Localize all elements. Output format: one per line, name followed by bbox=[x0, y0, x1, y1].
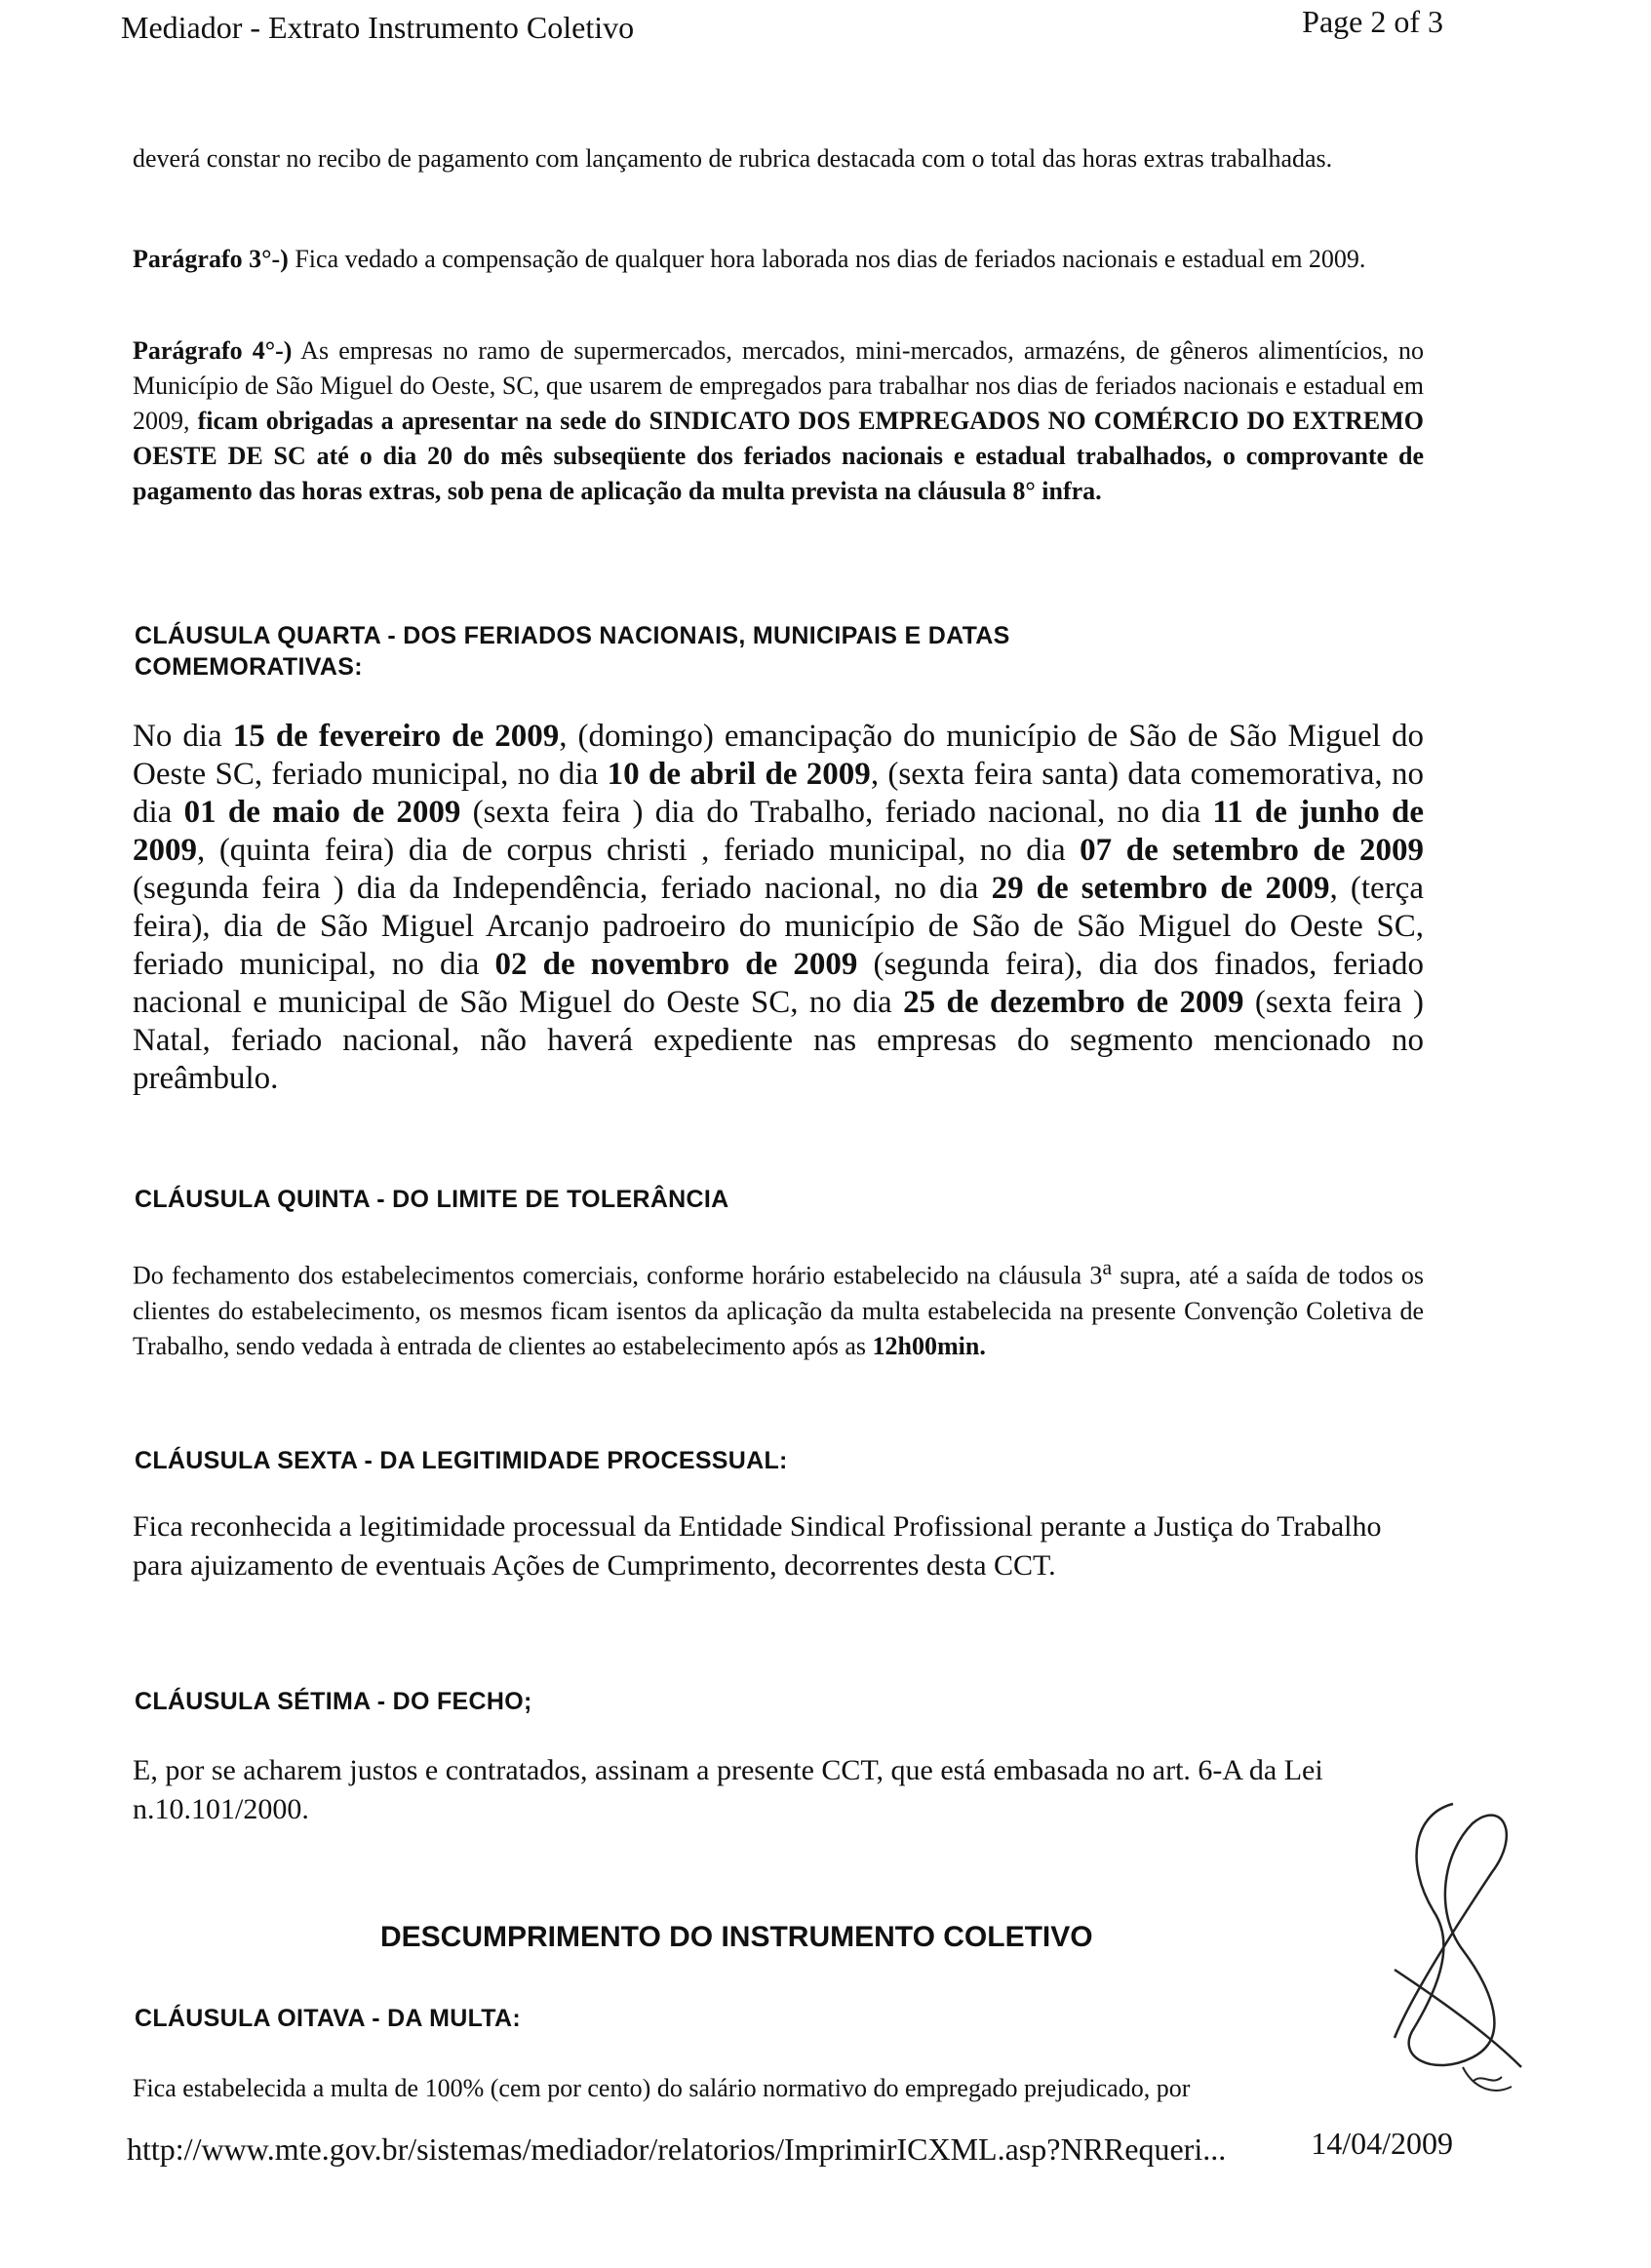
document-header-title: Mediador - Extrato Instrumento Coletivo bbox=[121, 10, 635, 45]
date-apr-10: 10 de abril de 2009 bbox=[607, 757, 871, 792]
clause-4-text-2: , (domingo) emancipação do município de São de São Miguel do Oeste SC, feriado municipal, no dia bbox=[133, 719, 1424, 792]
paragraph-4-bold-text: ficam obrigadas a apresentar na sede do SINDICATO DOS EMPREGADOS NO COMÉRCIO DO EXTREMO OESTE DE SC até o dia 20 do mês subseqüente dos feriados nacionais e estadual trabalhados, o comprovante de pagamento das horas extras, sob pena de aplicação da multa prevista na cláusula 8° infra. bbox=[133, 407, 1425, 505]
paragraph-3 bbox=[133, 242, 1424, 277]
clause-4-text-4: (sexta feira ) dia do Trabalho, feriado nacional, no dia bbox=[460, 795, 1213, 830]
handwritten-signature bbox=[1375, 1794, 1531, 2106]
clause-4-text-8: (segunda feira), dia dos finados, feriado nacional e municipal de São Miguel do Oeste SC, no dia bbox=[133, 947, 1424, 1020]
clause-4-text-1: No dia bbox=[133, 719, 233, 754]
footer-url: http://www.mte.gov.br/sistemas/mediador/relatorios/ImprimirICXML.asp?NRRequeri... bbox=[127, 2131, 1227, 2167]
date-jun-11: 11 de junho de 2009 bbox=[133, 795, 1424, 868]
clause-4-text-9: (sexta feira ) Natal, feriado nacional, não haverá expediente nas empresas do segmento mencionado no preâmbulo. bbox=[133, 985, 1424, 1096]
date-sep-07: 07 de setembro de 2009 bbox=[1080, 833, 1424, 868]
clause-4-text-5: , (quinta feira) dia de corpus christi , feriado municipal, no dia bbox=[197, 833, 1081, 868]
footer-date: 14/04/2009 bbox=[1311, 2126, 1453, 2161]
clause-4-heading bbox=[135, 620, 1010, 683]
clause-6-heading: CLÁUSULA SEXTA - DA LEGITIMIDADE PROCESSUAL: bbox=[135, 1447, 788, 1474]
clause-4-text-3: , (sexta feira santa) data comemorativa, no dia bbox=[133, 757, 1424, 830]
clause-8-body: Fica estabelecida a multa de 100% (cem por cento) do salário normativo do empregado prejudicado, por bbox=[133, 2074, 1191, 2102]
clause-5-superscript: a bbox=[1102, 1256, 1113, 1279]
date-nov-02: 02 de novembro de 2009 bbox=[494, 947, 858, 982]
date-may-01: 01 de maio de 2009 bbox=[183, 795, 461, 830]
clause-8-heading: CLÁUSULA OITAVA - DA MULTA: bbox=[135, 2005, 521, 2032]
clause-7-body: E, por se acharem justos e contratados, assinam a presente CCT, que está embasada no art. 6-A da Lei n.10.101/2000. bbox=[133, 1754, 1323, 1825]
clause-5-time: 12h00min. bbox=[872, 1331, 986, 1360]
clause-5-text-1: Do fechamento dos estabelecimentos comerciais, conforme horário estabelecido na cláusula 3 bbox=[133, 1261, 1103, 1290]
clause-5-heading: CLÁUSULA QUINTA - DO LIMITE DE TOLERÂNCIA bbox=[135, 1186, 729, 1213]
paragraph-4-text: As empresas no ramo de supermercados, mercados, mini-mercados, armazéns, de gêneros alimentícios, no Município de São Miguel do Oeste, SC, que usarem de empregados para trabalhar nos dias de feriados nacionais e estadual em 2009, bbox=[133, 336, 1424, 435]
section-title: DESCUMPRIMENTO DO INSTRUMENTO COLETIVO bbox=[380, 1921, 1093, 1953]
clause-6-body: Fica reconhecida a legitimidade processual da Entidade Sindical Profissional perante a Justiça do Trabalho para ajuizamento de eventuais Ações de Cumprimento, decorrentes desta CCT. bbox=[133, 1510, 1382, 1582]
clause-4-heading-line1: CLÁUSULA QUARTA - DOS FERIADOS NACIONAIS, MUNICIPAIS E DATAS bbox=[135, 622, 1010, 649]
date-feb-15: 15 de fevereiro de 2009 bbox=[232, 719, 560, 754]
date-dec-25: 25 de dezembro de 2009 bbox=[903, 985, 1244, 1020]
paragraph-3-text: Fica vedado a compensação de qualquer hora laborada nos dias de feriados nacionais e estadual em 2009. bbox=[288, 245, 1366, 273]
intro-paragraph: deverá constar no recibo de pagamento com lançamento de rubrica destacada com o total das horas extras trabalhadas. bbox=[133, 144, 1333, 173]
paragraph-4-label: Parágrafo 4°-) bbox=[133, 336, 293, 365]
date-sep-29: 29 de setembro de 2009 bbox=[991, 871, 1330, 906]
paragraph-3-label: Parágrafo 3°-) bbox=[133, 245, 289, 273]
clause-4-text-7: , (terça feira), dia de São Miguel Arcanjo padroeiro do município de São de São Miguel do Oeste SC, feriado municipal, no dia bbox=[133, 871, 1424, 982]
clause-5-text-2: supra, até a saída de todos os clientes do estabelecimento, os mesmos ficam isentos da aplicação da multa estabelecida na presente Convenção Coletiva de Trabalho, sendo vedada à entrada de clientes ao estabelecimento após as bbox=[133, 1261, 1424, 1360]
page-indicator: Page 2 of 3 bbox=[1302, 4, 1443, 39]
paragraph-4 bbox=[133, 333, 1424, 509]
clause-5-body bbox=[133, 1250, 1424, 1364]
clause-7-heading: CLÁUSULA SÉTIMA - DO FECHO; bbox=[135, 1688, 532, 1715]
clause-4-text-6: (segunda feira ) dia da Independência, feriado nacional, no dia bbox=[133, 871, 992, 906]
clause-4-heading-line2: COMEMORATIVAS: bbox=[135, 653, 363, 681]
clause-4-body bbox=[133, 718, 1424, 1098]
